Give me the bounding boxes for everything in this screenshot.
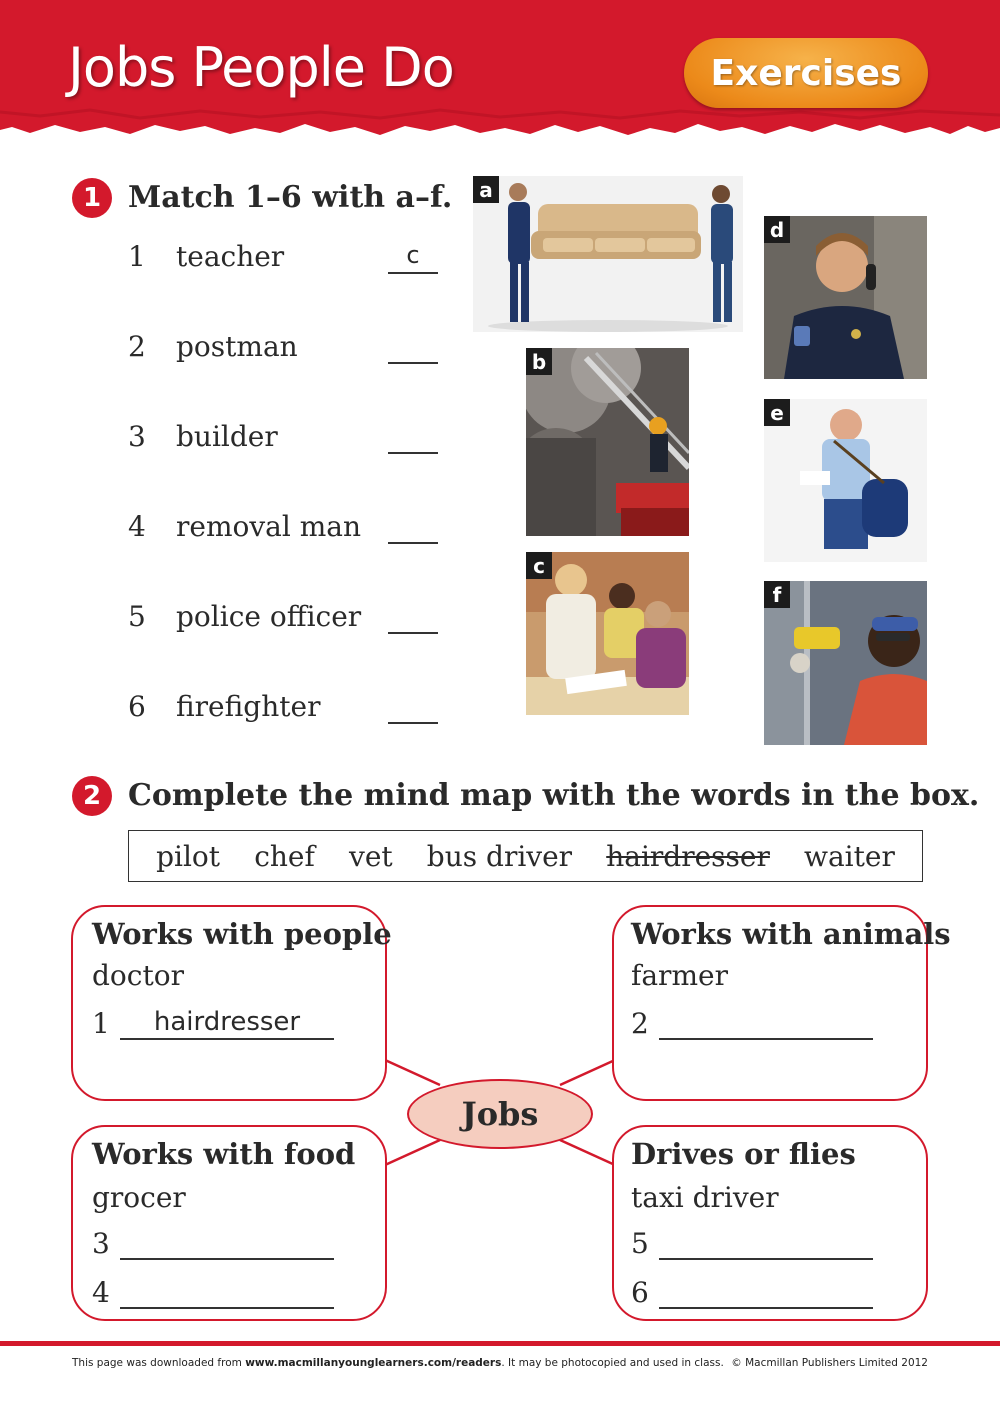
box-title: Works with food: [92, 1137, 356, 1171]
answer-line-1: [92, 1007, 334, 1040]
match-word: removal man: [176, 510, 362, 543]
box-example: grocer: [92, 1181, 186, 1214]
match-word: postman: [176, 330, 298, 363]
exercise-2-number: 2: [72, 776, 112, 816]
footer-divider: [0, 1341, 1000, 1346]
box-title: Works with animals: [631, 917, 951, 951]
mind-map-box-animals: [612, 905, 951, 1101]
box-title: Drives or flies: [631, 1137, 856, 1171]
footer-prefix: This page was downloaded from: [72, 1357, 246, 1369]
exercises-badge-label: Exercises: [710, 52, 902, 94]
box-title: Works with people: [92, 917, 392, 951]
match-number: 6: [128, 690, 146, 723]
answer-number: 4: [92, 1276, 110, 1309]
match-number: 5: [128, 600, 146, 633]
mind-map-box-people: [71, 905, 392, 1101]
word-box-item: bus driver: [426, 839, 573, 873]
answer-blank-2[interactable]: [659, 1008, 873, 1040]
answer-blank-3[interactable]: [120, 1228, 334, 1260]
word-box-item-crossed-out: hairdresser: [606, 839, 770, 873]
mind-map-box-drives: [612, 1125, 928, 1321]
answer-blank-1[interactable]: hairdresser: [120, 1008, 334, 1040]
photo-label-f: f: [764, 581, 790, 608]
photo-label-a: a: [473, 176, 499, 203]
answer-line-2: [631, 1007, 873, 1040]
match-answer-1[interactable]: c: [388, 240, 438, 274]
photo-label-c: c: [526, 552, 552, 579]
answer-number: 6: [631, 1276, 649, 1309]
match-number: 3: [128, 420, 146, 453]
mind-map-center: [407, 1079, 593, 1149]
answer-line-6: [631, 1276, 873, 1309]
answer-line-4: [92, 1276, 334, 1309]
word-box-item: vet: [349, 839, 393, 873]
match-word: police officer: [176, 600, 362, 633]
footer-copyright: © Macmillan Publishers Limited 2012: [731, 1357, 928, 1369]
photo-label-d: d: [764, 216, 790, 243]
answer-number: 3: [92, 1227, 110, 1260]
answer-number: 2: [631, 1007, 649, 1040]
match-word: teacher: [176, 240, 285, 273]
answer-number: 1: [92, 1007, 110, 1040]
answer-blank-6[interactable]: [659, 1277, 873, 1309]
footer-notice: [72, 1357, 724, 1369]
answer-blank-5[interactable]: [659, 1228, 873, 1260]
exercise-1-instruction: Match 1–6 with a–f.: [128, 180, 453, 215]
match-number: 2: [128, 330, 146, 363]
photo-label-b: b: [526, 348, 552, 375]
answer-blank-4[interactable]: [120, 1277, 334, 1309]
footer-url-link[interactable]: www.macmillanyounglearners.com/readers: [245, 1357, 502, 1369]
mind-map-center-label: Jobs: [461, 1095, 539, 1133]
exercise-2-instruction: Complete the mind map with the words in the box.: [128, 778, 980, 813]
box-example: taxi driver: [631, 1181, 779, 1214]
word-box-item: waiter: [804, 839, 895, 873]
word-box-item: chef: [254, 839, 315, 873]
match-number: 1: [128, 240, 146, 273]
photo-label-e: e: [764, 399, 790, 426]
answer-line-5: [631, 1227, 873, 1260]
exercise-1-number: 1: [72, 178, 112, 218]
answer-number: 5: [631, 1227, 649, 1260]
box-example: farmer: [631, 959, 728, 992]
box-example: doctor: [92, 959, 184, 992]
footer-suffix: . It may be photocopied and used in class.: [501, 1357, 724, 1369]
match-word: firefighter: [176, 690, 321, 723]
page-title: Jobs People Do: [68, 36, 454, 99]
word-box-item: pilot: [156, 839, 221, 873]
mind-map-box-food: [71, 1125, 387, 1321]
match-number: 4: [128, 510, 146, 543]
match-word: builder: [176, 420, 278, 453]
answer-line-3: [92, 1227, 334, 1260]
